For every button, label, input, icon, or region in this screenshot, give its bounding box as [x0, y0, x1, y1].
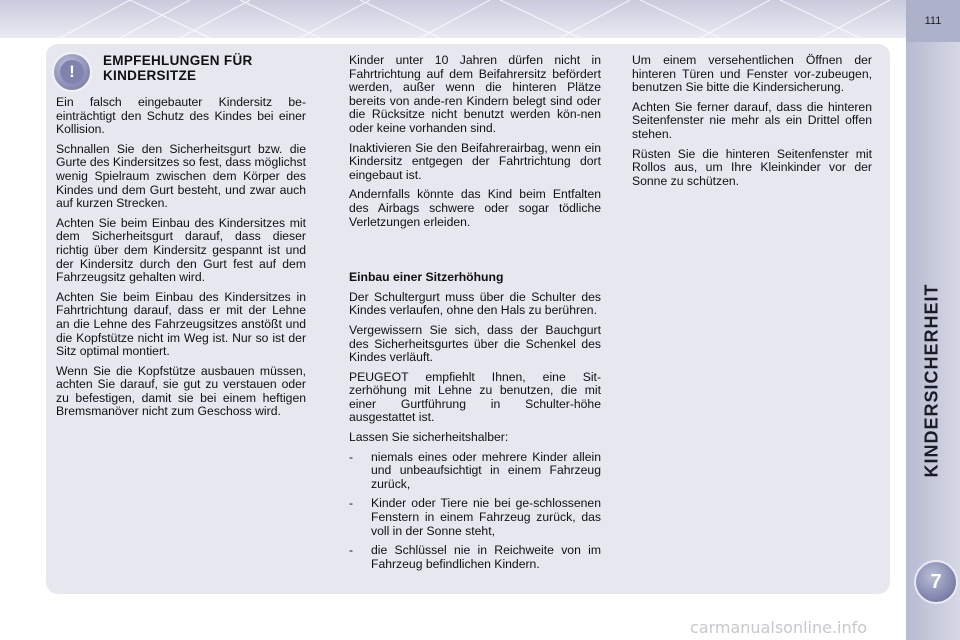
- chapter-badge: 7: [914, 560, 958, 604]
- section-title: [902, 190, 960, 570]
- spacer: [349, 235, 601, 271]
- paragraph: Schnallen Sie den Sicherheitsgurt bzw. die Gurte des Kindersitzes so fest, dass möglichst wenig Spielraum zwischen dem Körper des Kindes und dem Gurt besteht, und zwar auch auf kurzen Strecken.: [56, 141, 306, 211]
- paragraph: Wenn Sie die Kopfstütze ausbauen müssen, achten Sie darauf, sie gut zu verstauen oder zu befestigen, damit sie bei einem heftigen Bremsmanöver nicht zum Geschoss wird.: [56, 363, 306, 419]
- list-item: [349, 497, 601, 538]
- list-dash: -: [349, 543, 354, 558]
- paragraph: Lassen Sie sicherheitshalber:: [349, 430, 509, 445]
- page-number: 111: [906, 0, 960, 42]
- column-3: [632, 54, 872, 194]
- watermark: carmanualsonline.info: [690, 618, 868, 637]
- list-dash: -: [349, 496, 354, 511]
- paragraph: Ein falsch eingebauter Kindersitz be-einträchtigt den Schutz des Kindes bei einer Kollision.: [56, 95, 306, 137]
- paragraph: Achten Sie beim Einbau des Kindersitzes in Fahrtrichtung darauf, dass er mit der Lehne an die Lehne des Fahrzeugsitzes anstößt und die Kopfstütze nicht im Weg ist. Nur so ist der Sitz optimal montiert.: [56, 289, 306, 359]
- warning-list: [349, 451, 601, 572]
- list-item: [349, 451, 601, 492]
- paragraph: Rüsten Sie die hinteren Seitenfenster mit Rollos aus, um Ihre Kleinkinder vor der Sonne zu schützen.: [632, 146, 872, 188]
- top-decorative-band: [0, 0, 906, 38]
- paragraph: Kinder unter 10 Jahren dürfen nicht in Fahrtrichtung auf dem Beifahrersitz befördert werden, außer wenn die hinteren Plätze bereits von ande-ren Kindern belegt sind oder die Rücksitze nicht benutzt werden kön-nen oder keine vorhanden sind.: [349, 53, 601, 135]
- paragraph: Achten Sie beim Einbau des Kindersitzes mit dem Sicherheitsgurt darauf, dass dieser richtig über dem Kindersitz gespannt ist und der Kindersitz durch den Gurt fest auf dem Fahrzeugsitz gehalten wird.: [56, 215, 306, 285]
- list-item: [349, 544, 601, 571]
- column-1: [56, 96, 306, 425]
- warning-icon: [52, 52, 92, 92]
- paragraph: Achten Sie ferner darauf, dass die hinteren Seitenfenster nie mehr als ein Drittel offen stehen.: [632, 99, 872, 141]
- paragraph: PEUGEOT empfiehlt Ihnen, eine Sit-zerhöhung mit Lehne zu benutzen, die mit einer Gurtführung in Schulter-höhe ausgestattet ist.: [349, 369, 601, 425]
- paragraph: Vergewissern Sie sich, dass der Bauchgurt des Sicherheitsgurtes über die Schenkel des Kindes verläuft.: [349, 322, 601, 365]
- band-pattern: [0, 0, 906, 38]
- list-item-text: niemals eines oder mehrere Kinder allein und unbeaufsichtigt in einem Fahrzeug zurück,: [371, 449, 601, 491]
- column-2: [349, 54, 601, 577]
- section-heading: EMPFEHLUNGEN FÜR KINDERSITZE: [103, 53, 253, 83]
- exclamation-icon: !: [60, 60, 84, 84]
- paragraph: Inaktivieren Sie den Beifahrerairbag, wenn ein Kindersitz entgegen der Fahrtrichtung dort eingebaut ist.: [349, 140, 601, 182]
- list-item-text: Kinder oder Tiere nie bei ge-schlossenen Fenstern in einem Fahrzeug zurück, das voll in der Sonne steht,: [371, 496, 601, 538]
- paragraph: Um einem versehentlichen Öffnen der hinteren Türen und Fenster vor-zubeugen, benutzen Sie bitte die Kindersicherung.: [632, 53, 872, 95]
- paragraph: Der Schultergurt muss über die Schulter des Kindes verlaufen, ohne den Hals zu berühren.: [349, 289, 601, 318]
- booster-seat-subheading: Einbau einer Sitzerhöhung: [349, 270, 504, 285]
- list-item-text: die Schlüssel nie in Reichweite von im Fahrzeug befindlichen Kindern.: [371, 543, 601, 571]
- section-title-text: KINDERSICHERHEIT: [921, 282, 942, 478]
- list-dash: -: [349, 449, 354, 464]
- paragraph: Andernfalls könnte das Kind beim Entfalten des Airbags schwere oder sogar tödliche Verletzungen erleiden.: [349, 187, 601, 229]
